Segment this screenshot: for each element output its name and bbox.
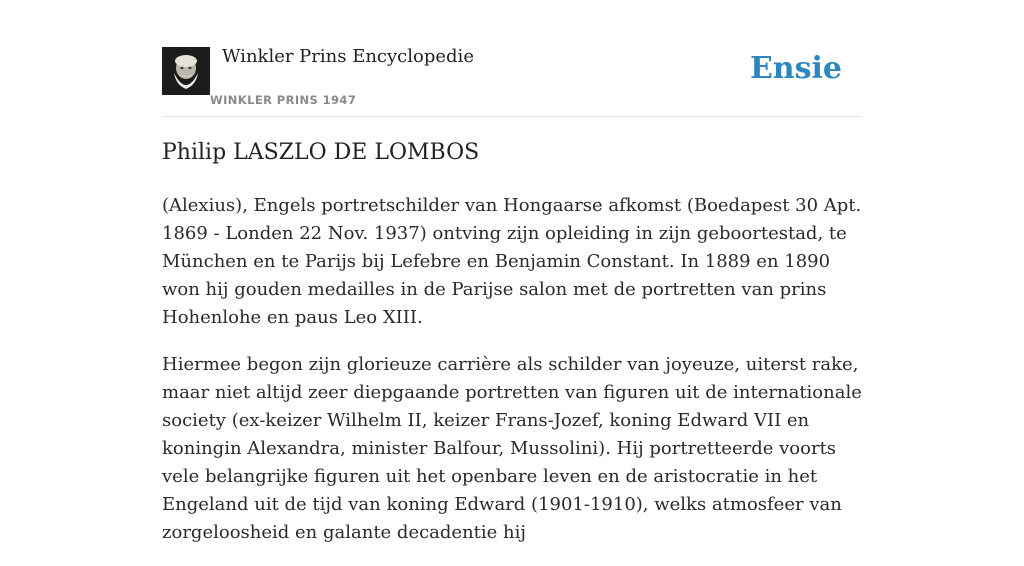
bearded-man-portrait-icon bbox=[162, 47, 210, 95]
avatar[interactable] bbox=[162, 47, 210, 95]
source-subtitle[interactable]: WINKLER PRINS 1947 bbox=[210, 93, 357, 107]
source-title[interactable]: Winkler Prins Encyclopedie bbox=[222, 46, 474, 67]
article-paragraph: (Alexius), Engels portretschilder van Hongaarse afkomst (Boedapest 30 Apt. 1869 - Londen 22 Nov. 1937) ontving zijn opleiding in zijn geboortestad, te München en te Parijs bij Lefebre en Benjamin Constant. In 1889 en 1890 won hij gouden medailles in de Parijse salon met de portretten van prins Hohenlohe en paus Leo XIII. bbox=[162, 195, 862, 328]
article-title: Philip LASZLO DE LOMBOS bbox=[162, 140, 480, 165]
article-paragraph: Hiermee begon zijn glorieuze carrière als schilder van joyeuze, uiterst rake, maar niet altijd zeer diepgaande portretten van figuren uit de internationale society (ex-keizer Wilhelm II, keizer Frans-Jozef, koning Edward VII en koningin Alexandra, minister Balfour, Mussolini). Hij portretteerde voorts vele belangrijke figuren uit het openbare leven en de aristocratie in het Engeland uit de tijd van koning Edward (1901-1910), welks atmosfeer van zorgeloosheid en galante decadentie hij bbox=[162, 354, 862, 543]
source-header bbox=[162, 46, 862, 117]
brand-logo[interactable]: Ensie bbox=[749, 51, 842, 86]
article-body bbox=[162, 192, 862, 566]
